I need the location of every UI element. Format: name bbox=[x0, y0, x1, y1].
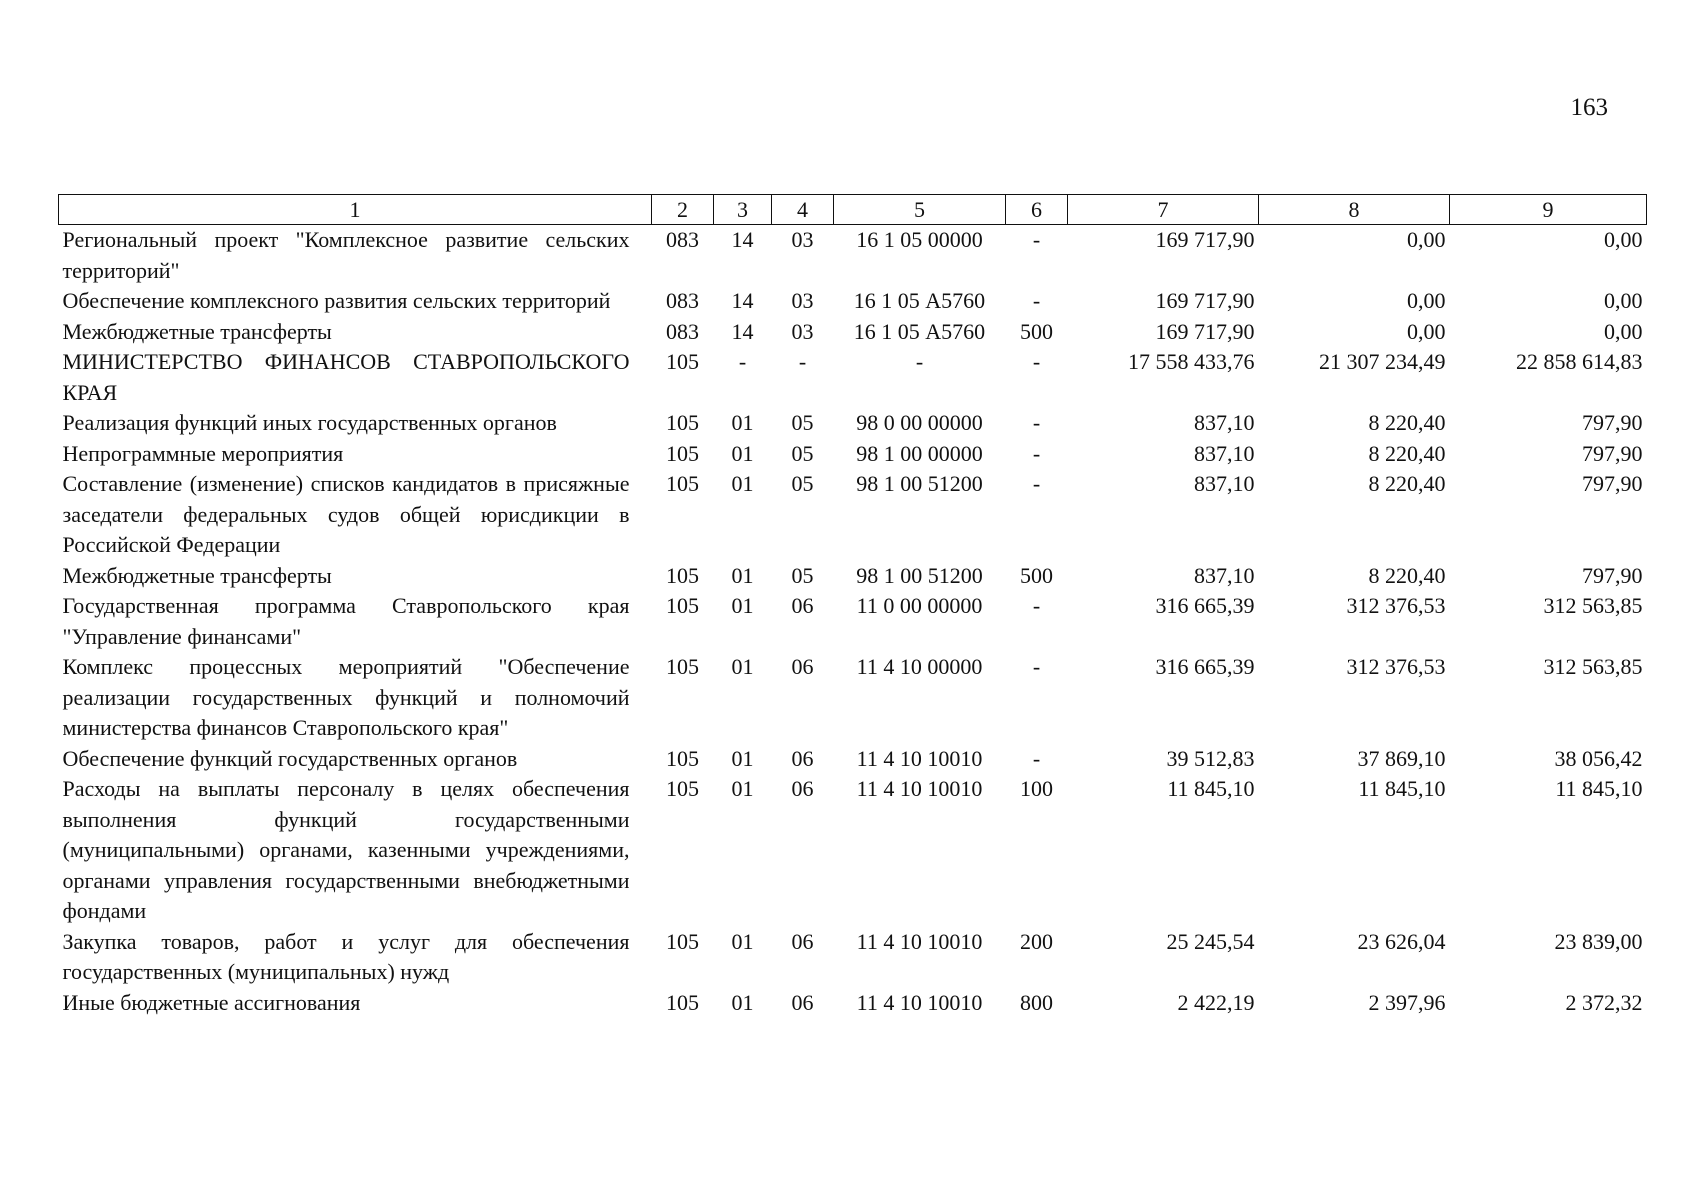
cell-c8: 2 397,96 bbox=[1368, 989, 1446, 1015]
row-name: Составление (изменение) списков кандидатов в присяжные заседатели федеральных судов общей юрисдикции в Российской Федерации bbox=[62, 471, 630, 557]
cell-c7: 169 717,90 bbox=[1155, 227, 1255, 252]
cell-c7: 837,10 bbox=[1194, 562, 1255, 588]
cell-c7: 25 245,54 bbox=[1166, 928, 1255, 954]
row-name: МИНИСТЕРСТВО ФИНАНСОВ СТАВРОПОЛЬСКОГО КРАЯ bbox=[62, 349, 630, 405]
page-number: 163 bbox=[1570, 94, 1608, 121]
table-row bbox=[59, 927, 1647, 988]
cell-c4: 06 bbox=[791, 745, 814, 771]
cell-c4: 05 bbox=[791, 471, 814, 496]
cell-c4: 03 bbox=[791, 288, 814, 313]
cell-c8: 312 376,53 bbox=[1346, 654, 1446, 679]
cell-c8: 23 626,04 bbox=[1357, 928, 1446, 954]
cell-c4: 05 bbox=[791, 440, 814, 466]
column-header: 1 bbox=[59, 195, 652, 225]
column-header: 4 bbox=[772, 195, 834, 225]
table-row bbox=[59, 561, 1647, 592]
cell-c8: 8 220,40 bbox=[1368, 440, 1446, 466]
cell-c8: 11 845,10 bbox=[1358, 776, 1446, 801]
table-row bbox=[59, 744, 1647, 775]
cell-c5: 16 1 05 А5760 bbox=[853, 288, 986, 313]
cell-c2: 105 bbox=[666, 745, 699, 771]
cell-c9: 0,00 bbox=[1604, 227, 1643, 252]
row-name: Реализация функций иных государственных органов bbox=[62, 410, 557, 435]
budget-table bbox=[58, 194, 1647, 1018]
cell-c5: 98 0 00 00000 bbox=[856, 410, 983, 435]
cell-c6: - bbox=[1032, 471, 1041, 496]
cell-c8: 8 220,40 bbox=[1368, 471, 1446, 496]
cell-c9: 38 056,42 bbox=[1554, 745, 1643, 771]
cell-c2: 105 bbox=[666, 471, 699, 496]
cell-c9: 2 372,32 bbox=[1565, 989, 1643, 1015]
cell-c8: 312 376,53 bbox=[1346, 593, 1446, 618]
row-name: Обеспечение функций государственных органов bbox=[62, 745, 518, 771]
table-row bbox=[59, 317, 1647, 348]
cell-c9: 797,90 bbox=[1582, 410, 1643, 435]
cell-c5: 11 4 10 00000 bbox=[856, 654, 983, 679]
row-name: Расходы на выплаты персоналу в целях обеспечения выполнения функций государственными (муниципальными) органами, казенными учреждениями, органами управления государственными внебюджетными фондами bbox=[62, 776, 630, 923]
cell-c7: 837,10 bbox=[1194, 471, 1255, 496]
cell-c8: 8 220,40 bbox=[1368, 562, 1446, 588]
cell-c3: 01 bbox=[731, 745, 754, 771]
column-header: 5 bbox=[834, 195, 1006, 225]
table-row bbox=[59, 408, 1647, 439]
cell-c7: 2 422,19 bbox=[1177, 989, 1255, 1015]
cell-c3: 01 bbox=[731, 562, 754, 588]
cell-c9: 11 845,10 bbox=[1555, 776, 1643, 801]
cell-c9: 797,90 bbox=[1582, 440, 1643, 466]
cell-c9: 312 563,85 bbox=[1543, 593, 1643, 618]
cell-c4: 05 bbox=[791, 410, 814, 435]
cell-c4: 03 bbox=[791, 318, 814, 344]
cell-c6: - bbox=[1032, 593, 1041, 618]
row-name: Комплекс процессных мероприятий "Обеспечение реализации государственных функций и полномочий министерства финансов Ставропольского края" bbox=[62, 654, 630, 740]
cell-c3: 01 bbox=[731, 593, 754, 618]
row-name: Иные бюджетные ассигнования bbox=[62, 989, 361, 1015]
cell-c5: 98 1 00 51200 bbox=[856, 471, 983, 496]
cell-c2: 083 bbox=[666, 227, 699, 252]
cell-c6: 100 bbox=[1020, 776, 1053, 801]
cell-c7: 316 665,39 bbox=[1155, 654, 1255, 679]
cell-c5: 11 4 10 10010 bbox=[856, 745, 983, 771]
cell-c8: 0,00 bbox=[1407, 318, 1446, 344]
cell-c2: 105 bbox=[666, 776, 699, 801]
column-header: 6 bbox=[1006, 195, 1068, 225]
row-name: Обеспечение комплексного развития сельских территорий bbox=[62, 288, 611, 313]
table-row bbox=[59, 286, 1647, 317]
cell-c4: 06 bbox=[791, 989, 814, 1015]
row-name: Региональный проект "Комплексное развитие сельских территорий" bbox=[62, 227, 630, 283]
cell-c2: 105 bbox=[666, 410, 699, 435]
column-header: 8 bbox=[1259, 195, 1450, 225]
cell-c4: - bbox=[798, 349, 807, 374]
cell-c4: 06 bbox=[791, 928, 814, 954]
row-name: Межбюджетные трансферты bbox=[62, 562, 332, 588]
cell-c7: 316 665,39 bbox=[1155, 593, 1255, 618]
cell-c9: 0,00 bbox=[1604, 288, 1643, 313]
cell-c4: 03 bbox=[791, 227, 814, 252]
cell-c4: 06 bbox=[791, 654, 814, 679]
cell-c8: 0,00 bbox=[1407, 227, 1446, 252]
column-header: 3 bbox=[714, 195, 772, 225]
cell-c2: 105 bbox=[666, 440, 699, 466]
column-header: 9 bbox=[1450, 195, 1647, 225]
cell-c5: 16 1 05 00000 bbox=[856, 227, 983, 252]
cell-c5: 11 4 10 10010 bbox=[856, 928, 983, 954]
table-row bbox=[59, 652, 1647, 744]
cell-c3: 01 bbox=[731, 989, 754, 1015]
cell-c6: - bbox=[1032, 654, 1041, 679]
cell-c7: 39 512,83 bbox=[1166, 745, 1255, 771]
table-row bbox=[59, 591, 1647, 652]
cell-c3: 01 bbox=[731, 471, 754, 496]
cell-c9: 22 858 614,83 bbox=[1516, 349, 1643, 374]
cell-c4: 06 bbox=[791, 776, 814, 801]
column-header: 2 bbox=[652, 195, 714, 225]
cell-c4: 06 bbox=[791, 593, 814, 618]
cell-c3: 01 bbox=[731, 654, 754, 679]
row-name: Государственная программа Ставропольского края "Управление финансами" bbox=[62, 593, 630, 649]
cell-c2: 105 bbox=[666, 562, 699, 588]
cell-c6: 500 bbox=[1020, 562, 1053, 588]
cell-c7: 11 845,10 bbox=[1167, 776, 1255, 801]
cell-c8: 0,00 bbox=[1407, 288, 1446, 313]
cell-c8: 37 869,10 bbox=[1357, 745, 1446, 771]
row-name: Межбюджетные трансферты bbox=[62, 318, 332, 344]
cell-c6: - bbox=[1032, 745, 1041, 771]
cell-c2: 083 bbox=[666, 288, 699, 313]
cell-c6: - bbox=[1032, 349, 1041, 374]
cell-c5: 11 4 10 10010 bbox=[856, 989, 983, 1015]
cell-c5: 16 1 05 А5760 bbox=[853, 318, 986, 344]
cell-c3: 01 bbox=[731, 776, 754, 801]
cell-c9: 312 563,85 bbox=[1543, 654, 1643, 679]
cell-c5: - bbox=[915, 349, 924, 374]
cell-c2: 083 bbox=[666, 318, 699, 344]
cell-c8: 8 220,40 bbox=[1368, 410, 1446, 435]
table-row bbox=[59, 347, 1647, 408]
cell-c9: 23 839,00 bbox=[1554, 928, 1643, 954]
cell-c7: 17 558 433,76 bbox=[1128, 349, 1255, 374]
cell-c9: 797,90 bbox=[1582, 562, 1643, 588]
cell-c3: 14 bbox=[731, 288, 754, 313]
cell-c6: - bbox=[1032, 227, 1041, 252]
cell-c5: 11 4 10 10010 bbox=[856, 776, 983, 801]
cell-c6: 200 bbox=[1020, 928, 1053, 954]
cell-c2: 105 bbox=[666, 349, 699, 374]
cell-c8: 21 307 234,49 bbox=[1319, 349, 1446, 374]
cell-c7: 169 717,90 bbox=[1155, 318, 1255, 344]
header-row bbox=[59, 195, 1647, 225]
cell-c3: 14 bbox=[731, 227, 754, 252]
table-body bbox=[59, 225, 1647, 1019]
cell-c7: 837,10 bbox=[1194, 410, 1255, 435]
cell-c6: - bbox=[1032, 410, 1041, 435]
cell-c2: 105 bbox=[666, 989, 699, 1015]
cell-c3: 01 bbox=[731, 928, 754, 954]
cell-c4: 05 bbox=[791, 562, 814, 588]
cell-c5: 11 0 00 00000 bbox=[856, 593, 983, 618]
cell-c6: 500 bbox=[1020, 318, 1053, 344]
table-row bbox=[59, 225, 1647, 287]
table-row bbox=[59, 774, 1647, 927]
cell-c9: 797,90 bbox=[1582, 471, 1643, 496]
cell-c2: 105 bbox=[666, 654, 699, 679]
cell-c2: 105 bbox=[666, 593, 699, 618]
cell-c6: 800 bbox=[1020, 989, 1053, 1015]
table-row bbox=[59, 469, 1647, 561]
cell-c3: 01 bbox=[731, 440, 754, 466]
cell-c6: - bbox=[1032, 288, 1041, 313]
row-name: Закупка товаров, работ и услуг для обеспечения государственных (муниципальных) нужд bbox=[62, 928, 630, 984]
row-name: Непрограммные мероприятия bbox=[62, 440, 344, 466]
column-header: 7 bbox=[1068, 195, 1259, 225]
cell-c3: 01 bbox=[731, 410, 754, 435]
cell-c5: 98 1 00 51200 bbox=[856, 562, 983, 588]
cell-c3: 14 bbox=[731, 318, 754, 344]
cell-c6: - bbox=[1032, 440, 1041, 466]
table-row bbox=[59, 439, 1647, 470]
cell-c2: 105 bbox=[666, 928, 699, 954]
cell-c3: - bbox=[738, 349, 747, 374]
table-header bbox=[59, 195, 1647, 225]
cell-c7: 169 717,90 bbox=[1155, 288, 1255, 313]
cell-c9: 0,00 bbox=[1604, 318, 1643, 344]
cell-c7: 837,10 bbox=[1194, 440, 1255, 466]
cell-c5: 98 1 00 00000 bbox=[856, 440, 983, 466]
table-row bbox=[59, 988, 1647, 1019]
